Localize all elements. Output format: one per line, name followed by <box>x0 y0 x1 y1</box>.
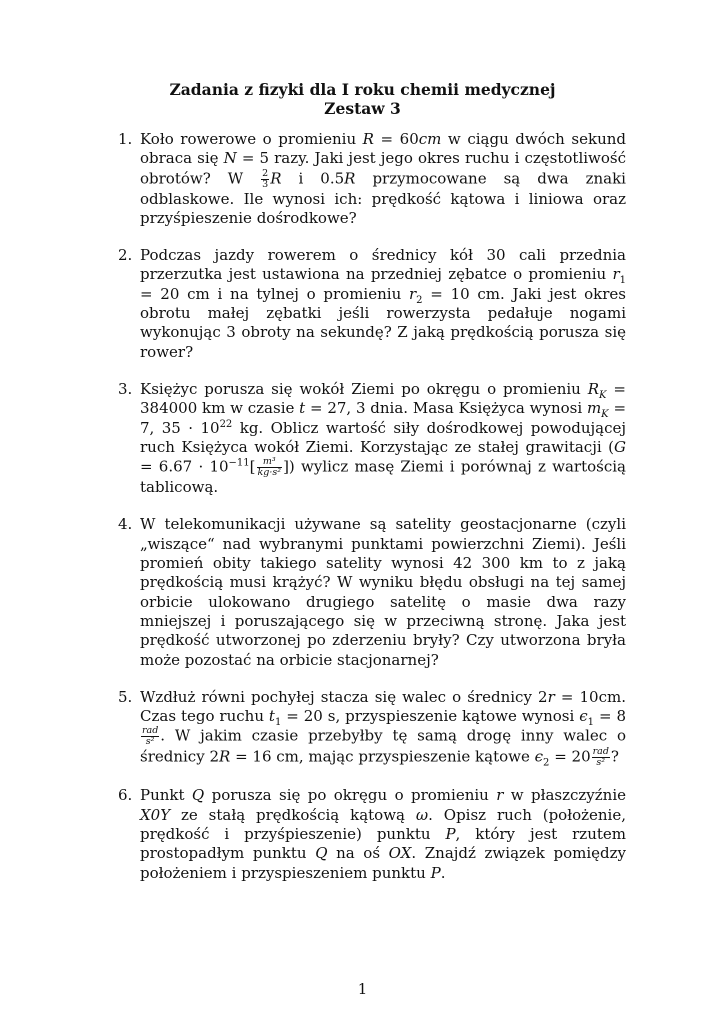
fraction: $\frac{\text{rad}}{\text{s²}}$ <box>592 746 609 769</box>
document-title <box>0 80 725 118</box>
problem-number: 5. <box>118 687 133 706</box>
fraction: $\frac{\text{m³}}{\text{kg·s²}}$ <box>257 456 282 479</box>
title-line-2: Zestaw 3 <box>324 99 401 118</box>
problem-6 <box>118 786 626 882</box>
problem-2 <box>118 246 626 362</box>
problem-3 <box>118 380 626 497</box>
problem-1 <box>118 130 626 228</box>
problem-text: Wzdłuż równi pochyłej stacza się walec o średnicy 2r = 10cm. Czas tego ruchu $t_1 = 20$ s, przyspieszenie kątowe wynosi $\epsilon_1 = 8$ $\frac{\text{rad}}{\text{s²}}$ . W jakim czasie przebyłby tę samą drogę inny walec o średnicy 2R = 16 cm, mając przyspieszenie kątowe $\epsilon_2 = 20$ $\frac{\text{rad}}{\text{s²}}$ ? <box>140 687 626 769</box>
fraction: $\frac{2}{3}$ <box>262 167 269 190</box>
problem-4 <box>118 515 626 669</box>
fraction: $\frac{\text{rad}}{\text{s²}}$ <box>142 725 159 748</box>
problem-text: Koło rowerowe o promieniu R = 60cm w ciągu dwóch sekund obraca się N = 5 razy. Jaki jest jego okres ruchu i częstotliwość obrotów? W $\frac{2}{3}$ R i 0.5R przymocowane są dwa znaki odblaskowe. Ile wynosi ich: prędkość kątowa i liniowa oraz przyśpieszenie dośrodkowe? <box>140 130 627 227</box>
problem-text: Podczas jazdy rowerem o średnicy kół 30 cali przednia przerzutka jest ustawiona na przedniej zębatce o promieniu $r_1 = 20$ cm i na tylnej o promieniu $r_2 = 10$ cm. Jaki jest okres obrotu małej zębatki jeśli rowerzysta pedałuje nogami wykonując 3 obroty na sekundę? Z jaką prędkością porusza się rower? <box>140 246 626 361</box>
title-line-1: Zadania z fizyki dla I roku chemii medycznej <box>169 80 556 99</box>
page-number: 1 <box>357 980 368 998</box>
problem-number: 3. <box>118 379 133 398</box>
problem-list <box>118 130 626 901</box>
problem-number: 6. <box>118 786 133 805</box>
problem-number: 1. <box>118 130 133 148</box>
problem-5 <box>118 688 626 769</box>
problem-text: Punkt Q porusza się po okręgu o promieniu r w płaszczyźnie X0Y ze stałą prędkością kątową ω. Opisz ruch (położenie, prędkość i przyśpieszenie) punktu P, który jest rzutem prostopadłym punktu Q na oś OX. Znajdź związek pomiędzy położeniem i przyspieszeniem punktu P. <box>140 786 626 882</box>
problem-text: Księżyc porusza się wokół Ziemi po okręgu o promieniu $R_K = 384000$ km w czasie t = 27, 3 dnia. Masa Księżyca wynosi $m_K = 7$, $35 \cdot 10^{22}$ kg. Oblicz wartość siły dośrodkowej powodującej ruch Księżyca wokół Ziemi. Korzystając ze stałej grawitacji ($G = 6.67 \cdot 10^{-11}$[ $\frac{\text{m³}}{\text{kg·s²}}$ ]) wylicz masę Ziemi i porównaj z wartością tablicową. <box>140 379 627 497</box>
problem-number: 2. <box>118 246 133 265</box>
problem-text: W telekomunikacji używane są satelity geostacjonarne (czyli „wiszące“ nad wybranymi punktami powierzchni Ziemi). Jeśli promień obity takiego satelity wynosi 42 300 km to z jaką prędkością musi krążyć? W wyniku błędu obsługi na tej samej orbicie ulokowano drugiego satelitę o masie dwa razy mniejszej i poruszającego się w przeciwną stronę. Jaka jest prędkość utworzonej po zderzeniu bryły? Czy utworzona bryła może pozostać na orbicie stacjonarnej? <box>140 515 626 669</box>
problem-number: 4. <box>118 515 133 534</box>
